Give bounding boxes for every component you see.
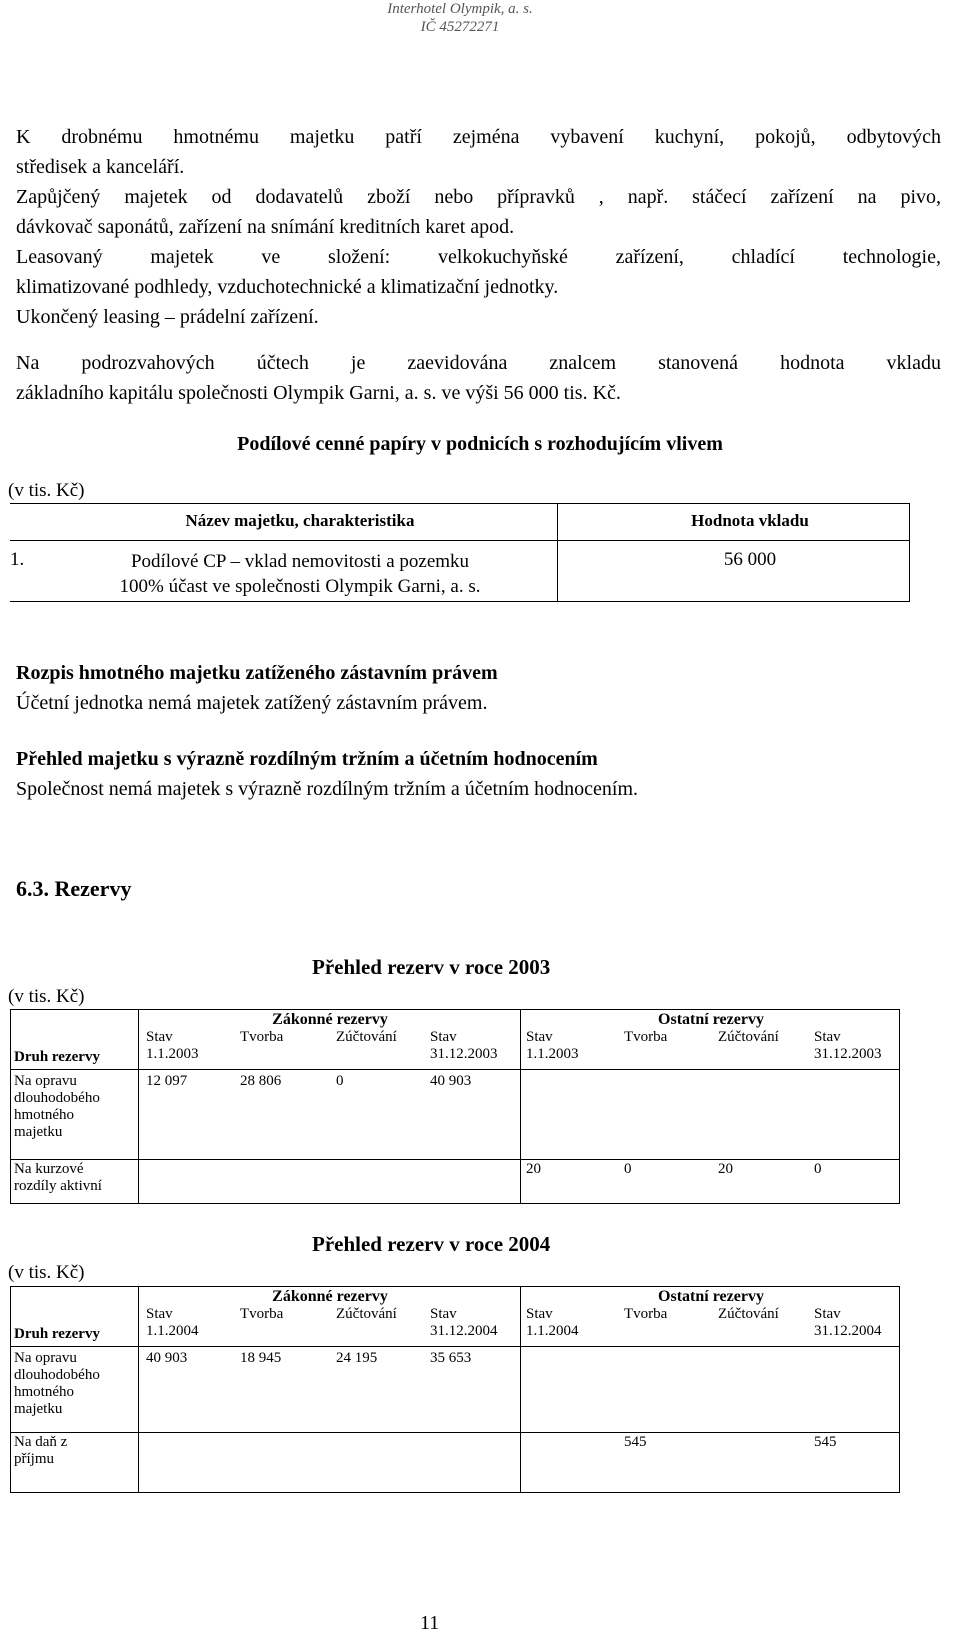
valuation-text: Společnost nemá majetek s výrazně rozdílným tržním a účetním hodnocením.	[16, 778, 639, 800]
row-type-tax	[14, 1434, 67, 1468]
text-line: středisek a kanceláří.	[16, 156, 185, 178]
pledge-section	[16, 658, 941, 718]
col-open-line: Stav	[146, 1029, 173, 1045]
row-name	[40, 549, 560, 599]
row-type-line: Na opravu	[14, 1350, 77, 1366]
pledge-text: Účetní jednotka nemá majetek zatížený zástavním právem.	[16, 692, 488, 714]
col-close-line: Stav	[430, 1306, 457, 1322]
col-header-value: Hodnota vkladu	[691, 511, 809, 530]
col-close-other	[814, 1306, 882, 1340]
text-line: dávkovač saponátů, zařízení na snímání kreditních karet apod.	[16, 216, 515, 238]
value-cell: 28 806	[240, 1073, 282, 1089]
reserves-2004-unit: (v tis. Kč)	[8, 1262, 85, 1283]
row-type-line: hmotného	[14, 1107, 74, 1123]
participations-table	[10, 503, 910, 602]
value-cell: 20	[718, 1161, 733, 1177]
row-type-repairs	[14, 1073, 100, 1141]
col-open-other	[526, 1306, 579, 1340]
row-type-line: hmotného	[14, 1384, 74, 1400]
valuation-section	[16, 744, 941, 804]
col-open-line: Stav	[146, 1306, 173, 1322]
col-use-other: Zúčtování	[718, 1306, 779, 1322]
value-cell: 545	[624, 1434, 647, 1450]
col-type: Druh rezervy	[14, 1326, 100, 1342]
pledge-heading: Rozpis hmotného majetku zatíženého zástavním právem	[16, 662, 498, 684]
company-name: Interhotel Olympik, a. s.	[387, 1, 533, 17]
col-open-line: Stav	[526, 1306, 553, 1322]
reserves-2003-title: Přehled rezerv v roce 2003	[312, 955, 551, 979]
value-cell: 18 945	[240, 1350, 282, 1366]
row-name-line: 100% účast ve společnosti Olympik Garni, a. s.	[119, 576, 481, 597]
text-line: Na podrozvahových účtech je zaevidována znalcem stanovená hodnota vkladu	[16, 352, 941, 374]
text-line: základního kapitálu společnosti Olympik Garni, a. s. ve výši 56 000 tis. Kč.	[16, 382, 621, 404]
col-close-line: 31.12.2003	[814, 1046, 882, 1062]
text-line: Zapůjčený majetek od dodavatelů zboží nebo přípravků , např. stáčecí zařízení na pivo,	[16, 186, 941, 208]
text-line: Leasovaný majetek ve složení: velkokuchyňské zařízení, chladící technologie,	[16, 246, 941, 268]
col-close	[430, 1029, 498, 1063]
paragraph-off-balance	[16, 348, 941, 408]
col-close-line: Stav	[814, 1029, 841, 1045]
value-cell: 545	[814, 1434, 837, 1450]
reserves-2004-title: Přehled rezerv v roce 2004	[312, 1232, 551, 1256]
row-number: 1.	[10, 549, 25, 570]
value-cell: 0	[624, 1161, 632, 1177]
text-line: Ukončený leasing – prádelní zařízení.	[16, 306, 319, 328]
participations-unit: (v tis. Kč)	[8, 480, 85, 501]
participations-title: Podílové cenné papíry v podnicích s rozhodujícím vlivem	[237, 433, 723, 455]
group-other: Ostatní rezervy	[658, 1011, 764, 1028]
group-other: Ostatní rezervy	[658, 1288, 764, 1305]
row-type-repairs	[14, 1350, 100, 1418]
col-use: Zúčtování	[336, 1306, 397, 1322]
valuation-heading: Přehled majetku s výrazně rozdílným tržním a účetním hodnocením	[16, 748, 598, 770]
value-cell: 0	[814, 1161, 822, 1177]
page-header	[0, 0, 920, 36]
col-close-other	[814, 1029, 882, 1063]
col-open-line: 1.1.2003	[146, 1046, 199, 1062]
col-open-line: 1.1.2004	[146, 1323, 199, 1339]
group-legal: Zákonné rezervy	[272, 1011, 388, 1028]
row-type-line: Na daň z	[14, 1434, 68, 1450]
col-use-other: Zúčtování	[718, 1029, 779, 1045]
company-ico: IČ 45272271	[420, 19, 500, 35]
row-type-line: dlouhodobého	[14, 1090, 100, 1106]
col-close-line: 31.12.2004	[814, 1323, 882, 1339]
col-create-other: Tvorba	[624, 1029, 668, 1045]
col-open	[146, 1029, 199, 1063]
value-cell: 20	[526, 1161, 541, 1177]
col-type: Druh rezervy	[14, 1049, 100, 1065]
row-type-line: příjmu	[14, 1451, 54, 1467]
reserves-2003-unit: (v tis. Kč)	[8, 986, 85, 1007]
text-line: klimatizované podhledy, vzduchotechnické a klimatizační jednotky.	[16, 276, 559, 298]
col-create: Tvorba	[240, 1306, 284, 1322]
value-cell: 12 097	[146, 1073, 188, 1089]
row-type-line: majetku	[14, 1401, 63, 1417]
row-name-line: Podílové CP – vklad nemovitosti a pozemku	[130, 551, 470, 572]
col-close-line: Stav	[814, 1306, 841, 1322]
section-heading: 6.3. Rezervy	[16, 876, 132, 901]
row-type-fx	[14, 1161, 102, 1195]
col-open-line: Stav	[526, 1029, 553, 1045]
value-cell: 35 653	[430, 1350, 472, 1366]
row-type-line: rozdíly aktivní	[14, 1178, 102, 1194]
value-cell: 40 903	[430, 1073, 472, 1089]
col-close-line: 31.12.2003	[430, 1046, 498, 1062]
value-cell: 24 195	[336, 1350, 378, 1366]
col-open	[146, 1306, 199, 1340]
page-number: 11	[420, 1612, 440, 1634]
col-close-line: Stav	[430, 1029, 457, 1045]
row-type-line: Na kurzové	[14, 1161, 84, 1177]
col-create: Tvorba	[240, 1029, 284, 1045]
col-close	[430, 1306, 498, 1340]
reserves-2003-table	[10, 1009, 900, 1204]
value-cell: 0	[336, 1073, 344, 1089]
reserves-2004-table	[10, 1286, 900, 1493]
value-cell: 40 903	[146, 1350, 188, 1366]
col-use: Zúčtování	[336, 1029, 397, 1045]
row-type-line: majetku	[14, 1124, 63, 1140]
text-line: K drobnému hmotnému majetku patří zejména vybavení kuchyní, pokojů, odbytových	[16, 126, 941, 148]
row-type-line: Na opravu	[14, 1073, 77, 1089]
col-create-other: Tvorba	[624, 1306, 668, 1322]
col-open-other	[526, 1029, 579, 1063]
paragraph-small-assets	[16, 122, 941, 332]
col-header-name: Název majetku, charakteristika	[185, 511, 415, 530]
col-open-line: 1.1.2004	[526, 1323, 579, 1339]
row-value: 56 000	[723, 549, 777, 570]
col-open-line: 1.1.2003	[526, 1046, 579, 1062]
row-type-line: dlouhodobého	[14, 1367, 100, 1383]
group-legal: Zákonné rezervy	[272, 1288, 388, 1305]
col-close-line: 31.12.2004	[430, 1323, 498, 1339]
